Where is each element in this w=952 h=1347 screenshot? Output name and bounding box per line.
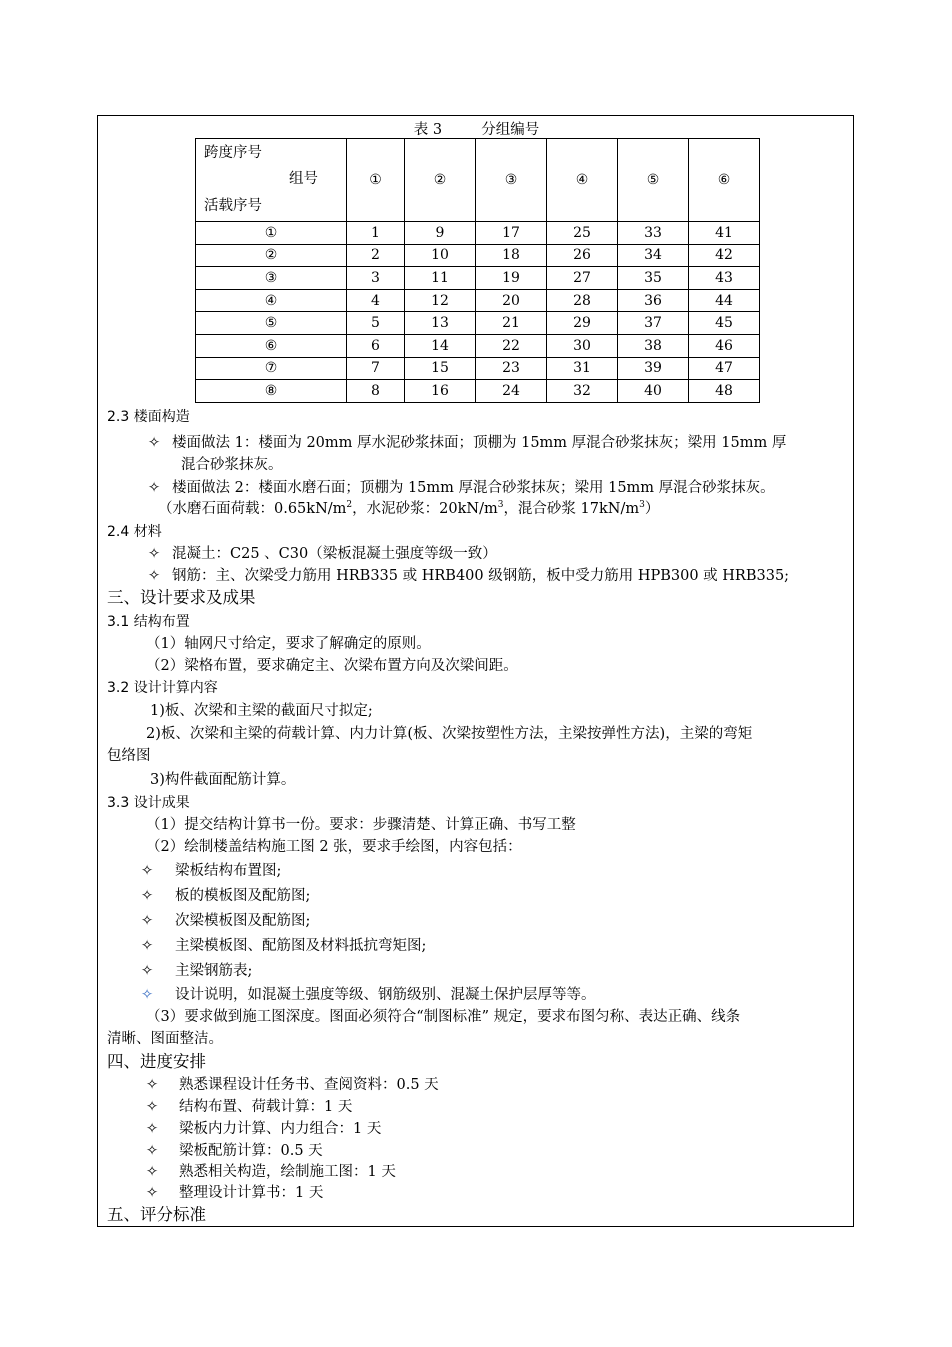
diamond-bullet-icon: ✧: [148, 568, 161, 584]
section-heading-3-2: 3.2 设计计算内容: [107, 680, 218, 696]
floor-method-1: [148, 434, 786, 452]
header-group-label: 组号: [289, 171, 318, 187]
table-cell: 44: [689, 289, 760, 312]
note-part: ，水泥砂浆：20kN/m: [352, 501, 498, 517]
table-cell: 45: [689, 312, 760, 335]
table-cell: 20: [476, 289, 547, 312]
floor-method-1-continued: 混合砂浆抹灰。: [181, 457, 283, 473]
table-cell: 48: [689, 380, 760, 403]
diamond-bullet-icon: ✧: [141, 913, 154, 929]
paragraph-3-2-1: 1)板、次梁和主梁的截面尺寸拟定;: [150, 703, 373, 719]
table-cell: 30: [547, 334, 618, 357]
table-cell: 46: [689, 334, 760, 357]
table-cell: 8: [347, 380, 405, 403]
table-cell: 5: [347, 312, 405, 335]
header-live-load-label: 活载序号: [204, 198, 262, 214]
diamond-bullet-icon: ✧: [148, 435, 161, 451]
paragraph-3-2-3: 3)构件截面配筋计算。: [150, 772, 296, 788]
schedule-item-text: 梁板配筋计算：0.5 天: [179, 1143, 323, 1159]
schedule-item: [146, 1163, 396, 1181]
schedule-item-text: 结构布置、荷载计算：1 天: [179, 1099, 353, 1115]
section-heading-3-1: 3.1 结构布置: [107, 614, 190, 630]
table-header-row: [196, 139, 760, 222]
diamond-bullet-icon: ✧: [148, 480, 161, 496]
row-label: ④: [196, 289, 347, 312]
material-steel-text: 钢筋：主、次梁受力筋用 HRB335 或 HRB400 级钢筋，板中受力筋用 HPB300 或 HRB335;: [172, 568, 790, 584]
paragraph-3-3-1: （1）提交结构计算书一份。要求：步骤清楚、计算正确、书写工整: [146, 817, 576, 833]
column-header: ⑥: [689, 139, 760, 222]
table-caption: [98, 118, 855, 139]
table-cell: 22: [476, 334, 547, 357]
table-cell: 47: [689, 357, 760, 380]
table-cell: 9: [405, 222, 476, 245]
list-item: [141, 937, 426, 955]
table-cell: 23: [476, 357, 547, 380]
table-cell: 26: [547, 244, 618, 267]
schedule-item: [146, 1098, 352, 1116]
material-concrete: [148, 545, 497, 563]
table-cell: 10: [405, 244, 476, 267]
table-cell: 32: [547, 380, 618, 403]
list-item-text: 次梁模板图及配筋图;: [175, 913, 311, 929]
column-header: ③: [476, 139, 547, 222]
table-cell: 27: [547, 267, 618, 290]
floor-method-1-text: 楼面做法 1：楼面为 20mm 厚水泥砂浆抹面；顶棚为 15mm 厚混合砂浆抹灰；梁用 15mm 厚: [172, 435, 787, 451]
column-header: ②: [405, 139, 476, 222]
list-item-text: 板的模板图及配筋图;: [175, 888, 311, 904]
table-cell: 38: [618, 334, 689, 357]
diamond-bullet-icon: ✧: [146, 1121, 159, 1137]
table-cell: 33: [618, 222, 689, 245]
material-concrete-text: 混凝土：C25 、C30（梁板混凝土强度等级一致）: [172, 546, 497, 562]
paragraph-3-2-2: 2)板、次梁和主梁的荷载计算、内力计算(板、次梁按塑性方法，主梁按弹性方法)，主梁的弯矩: [146, 726, 753, 742]
table-cell: 40: [618, 380, 689, 403]
table-cell: 29: [547, 312, 618, 335]
schedule-item: [146, 1142, 323, 1160]
row-label: ⑦: [196, 357, 347, 380]
section-heading-5: 五、评分标准: [107, 1205, 206, 1224]
list-item: [141, 912, 310, 930]
table-row: [196, 267, 760, 290]
row-label: ②: [196, 244, 347, 267]
diamond-bullet-icon: ✧: [146, 1143, 159, 1159]
row-label: ①: [196, 222, 347, 245]
row-label: ⑥: [196, 334, 347, 357]
note-sup: 2: [346, 500, 353, 511]
table-caption-label: 表 3: [413, 122, 443, 138]
table-cell: 16: [405, 380, 476, 403]
table-cell: 31: [547, 357, 618, 380]
table-row: [196, 357, 760, 380]
table-cell: 25: [547, 222, 618, 245]
list-item: [141, 887, 310, 905]
table-cell: 28: [547, 289, 618, 312]
list-item: [141, 962, 252, 980]
paragraph-3-1-1: （1）轴网尺寸给定，要求了解确定的原则。: [146, 636, 431, 652]
note-sup: 3: [639, 500, 645, 511]
table-cell: 15: [405, 357, 476, 380]
schedule-item: [146, 1184, 323, 1202]
group-number-table: [195, 138, 760, 403]
table-cell: 37: [618, 312, 689, 335]
table-cell: 43: [689, 267, 760, 290]
table-cell: 41: [689, 222, 760, 245]
diamond-bullet-icon: ✧: [146, 1077, 159, 1093]
note-part: ，混合砂浆 17kN/m: [503, 501, 640, 517]
table-row: [196, 222, 760, 245]
schedule-item: [146, 1076, 439, 1094]
table-cell: 18: [476, 244, 547, 267]
diamond-bullet-icon: ✧: [141, 938, 154, 954]
table-row: [196, 334, 760, 357]
diamond-bullet-icon: ✧: [141, 863, 154, 879]
schedule-item-text: 熟悉相关构造，绘制施工图：1 天: [179, 1164, 396, 1180]
table-row: [196, 380, 760, 403]
diamond-bullet-icon: ✧: [141, 963, 154, 979]
floor-method-2-text: 楼面做法 2：楼面水磨石面；顶棚为 15mm 厚混合砂浆抹灰；梁用 15mm 厚混合砂浆抹灰。: [172, 480, 775, 496]
table-cell: 1: [347, 222, 405, 245]
table-cell: 4: [347, 289, 405, 312]
table-cell: 34: [618, 244, 689, 267]
table-cell: 35: [618, 267, 689, 290]
table-cell: 39: [618, 357, 689, 380]
paragraph-3-3-3-continued: 清晰、图面整洁。: [107, 1031, 223, 1047]
floor-method-2: [148, 479, 775, 497]
table-row: [196, 289, 760, 312]
table-cell: 13: [405, 312, 476, 335]
list-item-text: 主梁钢筋表;: [175, 963, 253, 979]
note-sup: 3: [497, 500, 504, 511]
section-heading-3-3: 3.3 设计成果: [107, 795, 190, 811]
diamond-bullet-icon: ✧: [148, 546, 161, 562]
list-item-text: 主梁模板图、配筋图及材料抵抗弯矩图;: [175, 938, 427, 954]
table-cell: 42: [689, 244, 760, 267]
column-header: ⑤: [618, 139, 689, 222]
row-label: ③: [196, 267, 347, 290]
table-cell: 2: [347, 244, 405, 267]
paragraph-3-3-3: （3）要求做到施工图深度。图面必须符合“制图标准” 规定，要求布图匀称、表达正确、线条: [146, 1009, 741, 1025]
list-item-text: 梁板结构布置图;: [175, 863, 282, 879]
diagonal-header-cell: [196, 139, 347, 222]
section-heading-4: 四、进度安排: [107, 1052, 206, 1071]
list-item: [141, 862, 281, 880]
table-cell: 14: [405, 334, 476, 357]
table-cell: 36: [618, 289, 689, 312]
schedule-item-text: 整理设计计算书：1 天: [179, 1185, 324, 1201]
table-cell: 12: [405, 289, 476, 312]
paragraph-3-2-2-continued: 包络图: [107, 748, 151, 764]
note-part: ）: [644, 501, 660, 517]
section-heading-2-4: 2.4 材料: [107, 524, 162, 540]
section-heading-3: 三、设计要求及成果: [107, 588, 256, 607]
table-cell: 6: [347, 334, 405, 357]
table-row: [196, 244, 760, 267]
diamond-bullet-icon: ✧: [146, 1099, 159, 1115]
document-frame: [97, 115, 854, 1227]
table-row: [196, 312, 760, 335]
row-label: ⑤: [196, 312, 347, 335]
schedule-item-text: 熟悉课程设计任务书、查阅资料：0.5 天: [179, 1077, 439, 1093]
list-item: [141, 986, 596, 1004]
paragraph-3-1-2: （2）梁格布置，要求确定主、次梁布置方向及次梁间距。: [146, 658, 518, 674]
column-header: ④: [547, 139, 618, 222]
table-cell: 24: [476, 380, 547, 403]
material-weights-note: [158, 500, 659, 518]
paragraph-3-3-2: （2）绘制楼盖结构施工图 2 张，要求手绘图，内容包括：: [146, 839, 522, 855]
column-header: ①: [347, 139, 405, 222]
table-cell: 17: [476, 222, 547, 245]
list-item-text: 设计说明，如混凝土强度等级、钢筋级别、混凝土保护层厚等等。: [175, 987, 596, 1003]
schedule-item: [146, 1120, 381, 1138]
table-cell: 19: [476, 267, 547, 290]
diamond-bullet-icon: ✧: [146, 1164, 159, 1180]
table-caption-title: 分组编号: [481, 122, 540, 138]
diamond-bullet-icon: ✧: [141, 987, 154, 1003]
header-span-label: 跨度序号: [204, 145, 262, 161]
diamond-bullet-icon: ✧: [146, 1185, 159, 1201]
note-part: （水磨石面荷载：0.65kN/m: [158, 501, 347, 517]
material-steel: [148, 567, 789, 585]
schedule-item-text: 梁板内力计算、内力组合：1 天: [179, 1121, 382, 1137]
row-label: ⑧: [196, 380, 347, 403]
diamond-bullet-icon: ✧: [141, 888, 154, 904]
table-cell: 11: [405, 267, 476, 290]
table-cell: 3: [347, 267, 405, 290]
section-heading-2-3: 2.3 楼面构造: [107, 409, 190, 425]
table-cell: 7: [347, 357, 405, 380]
table-cell: 21: [476, 312, 547, 335]
